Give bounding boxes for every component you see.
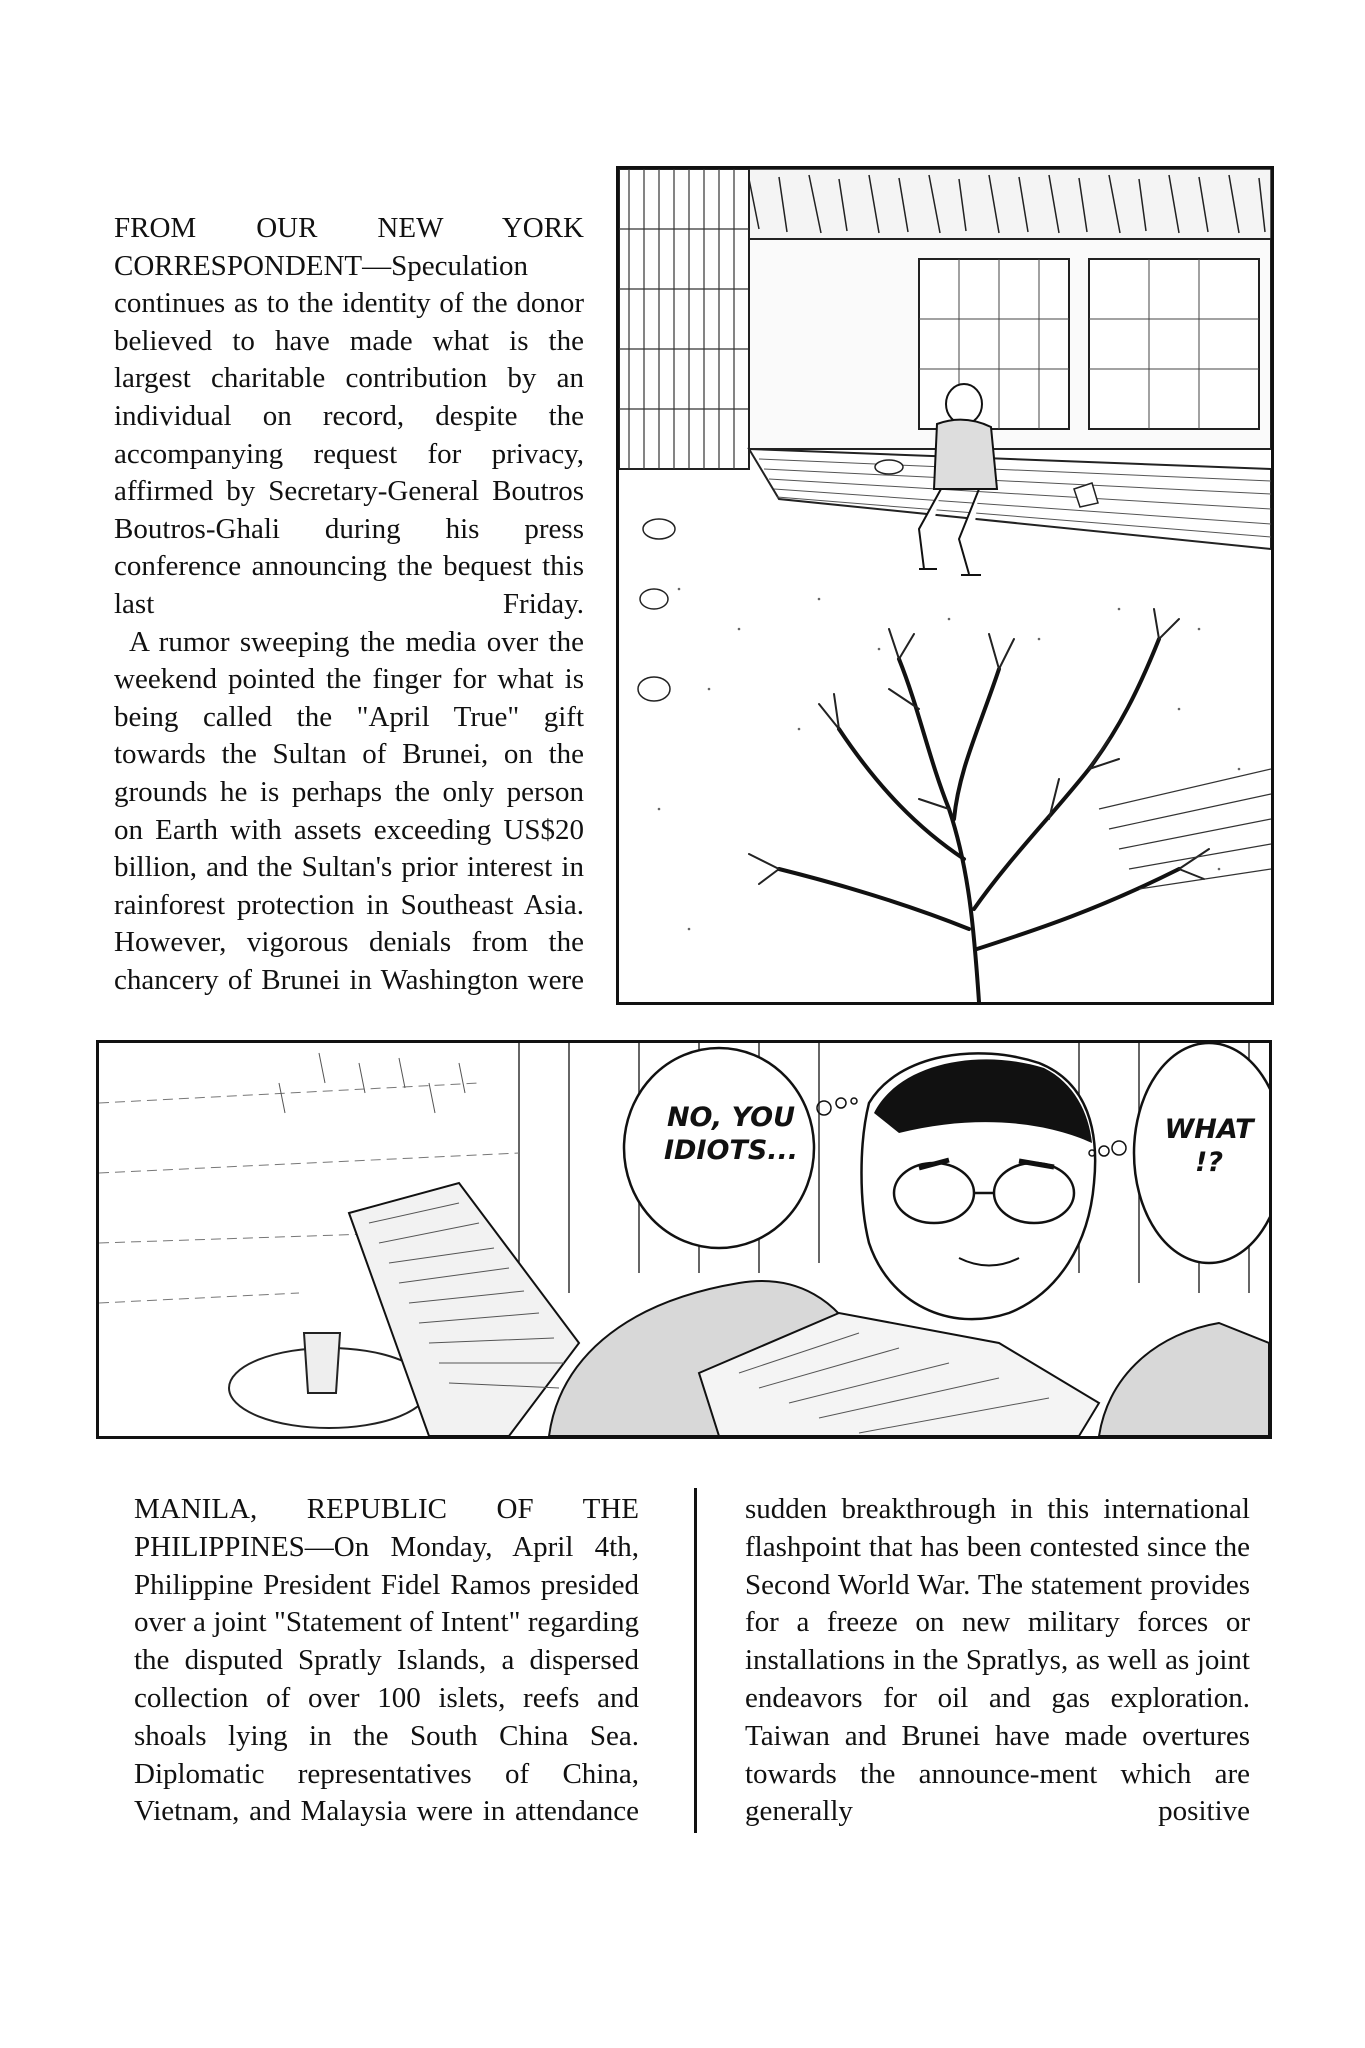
farmhouse-illustration — [619, 169, 1271, 1002]
column-divider — [694, 1488, 697, 1833]
manga-panel-newspaper-reader — [96, 1040, 1272, 1439]
article-column-top — [114, 210, 584, 999]
article-paragraph-1: FROM OUR NEW YORK CORRESPONDENT—Speculation continues as to the identity of the donor believed to have made what is the largest charitable contribution by an individual on record, despite the accompanying request for privacy, affirmed by Secretary-General Boutros Boutros-Ghali during his press conference announcing the bequest this last Friday. — [114, 212, 584, 620]
manga-panel-farmhouse — [616, 166, 1274, 1005]
speech-bubble-right: WHAT !? — [1164, 1114, 1254, 1178]
speech-bubble-left: NO, YOU IDIOTS... — [663, 1102, 799, 1166]
article-column-bottom-right — [745, 1491, 1250, 1831]
article-manila-paragraph: MANILA, REPUBLIC OF THE PHILIPPINES—On Monday, April 4th, Philippine President Fidel Ramos presided over a joint "Statement of Intent" regarding the disputed Spratly Islands, a dispersed collection of over 100 islets, reefs and shoals lying in the South China Sea. Diplomatic representatives of China, Vietnam, and Malaysia were in attendance — [134, 1493, 639, 1828]
article-column-bottom-left — [134, 1491, 639, 1831]
article-paragraph-2: A rumor sweeping the media over the weekend pointed the finger for what is being called the "April True" gift towards the Sultan of Brunei, on the grounds he is perhaps the only person on Earth with assets exceeding US$20 billion, and the Sultan's prior interest in rainforest protection in Southeast Asia. However, vigorous denials from the chancery of Brunei in Washington were — [114, 625, 584, 996]
article-spratly-paragraph: sudden breakthrough in this international flashpoint that has been contested since the Second World War. The statement provides for a freeze on new military forces or installations in the Spratlys, as well as joint endeavors for oil and gas exploration. Taiwan and Brunei have made overtures towards the announce-ment which are generally positive — [745, 1493, 1250, 1828]
